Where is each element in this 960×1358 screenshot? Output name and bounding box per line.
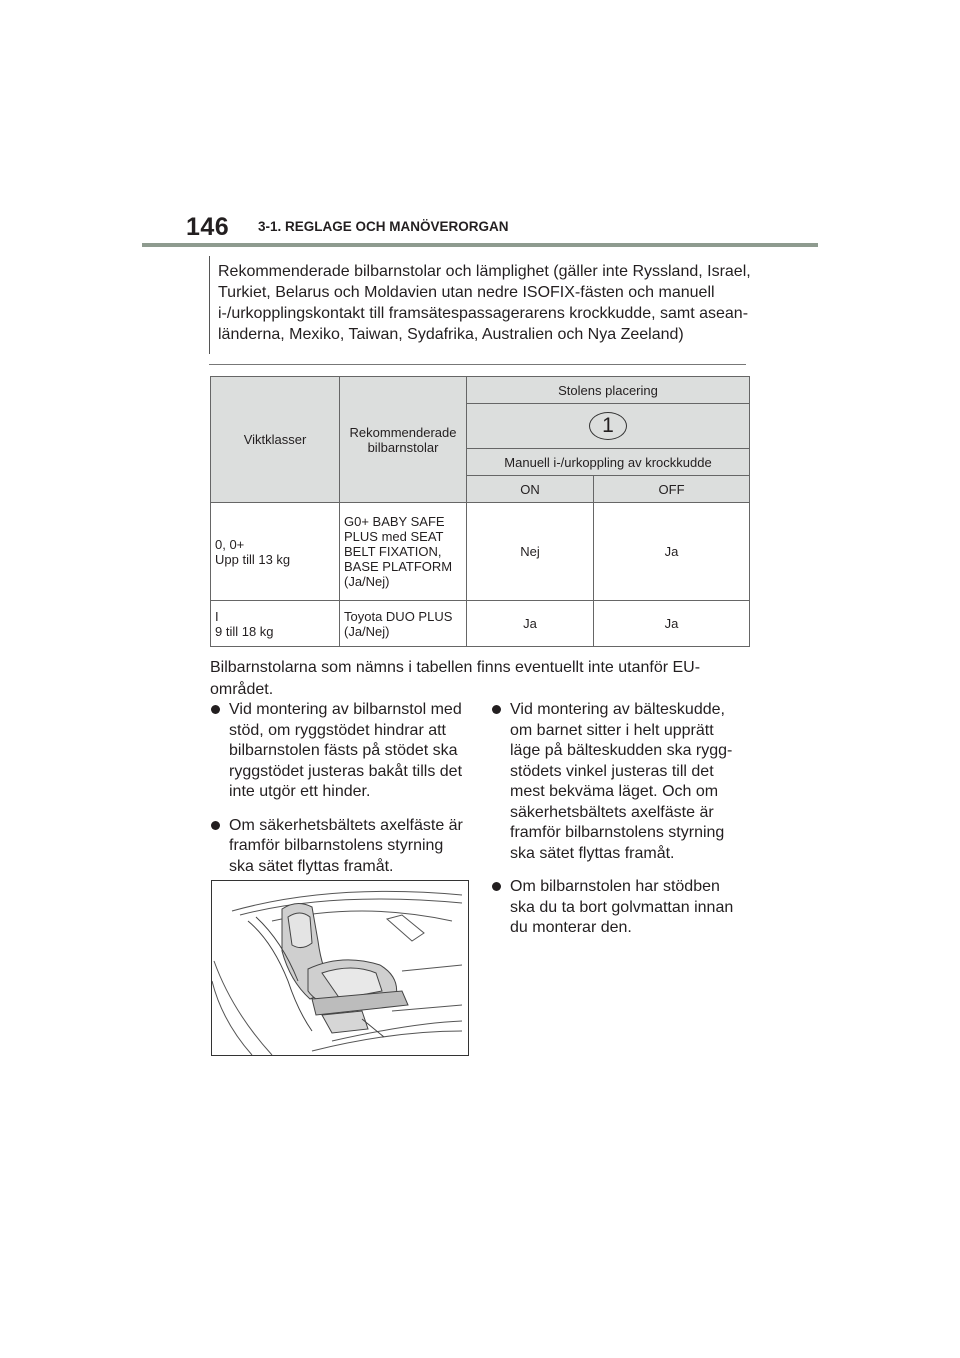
left-column (211, 700, 466, 890)
seat-name-cell: Toyota DUO PLUS (Ja/Nej) (340, 601, 467, 647)
bullet-icon (211, 705, 220, 714)
bullet-icon (492, 705, 501, 714)
right-column (492, 700, 744, 952)
header-rule (142, 243, 818, 247)
heading-divider (209, 364, 746, 365)
position-1-circle-icon: 1 (589, 412, 627, 440)
bullet-icon (492, 882, 501, 891)
weight-range: 9 till 18 kg (215, 623, 274, 639)
weight-class: I (215, 608, 219, 624)
child-seat-illustration (211, 880, 469, 1056)
weight-class-cell (211, 503, 340, 601)
list-item (492, 700, 744, 864)
availability-note: Bilbarnstolarna som nämns i tabellen finns eventuellt inte utanför EU-området. (210, 659, 701, 698)
seat-name-cell: G0+ BABY SAFE PLUS med SEAT BELT FIXATION, BASE PLATFORM (Ja/Nej) (340, 503, 467, 601)
list-item-text: Vid montering av bälteskudde, om barnet sitter i helt upprätt läge på bälteskudden ska rygg-stödets vinkel justeras till det mest bekväma läget. Och om säkerhetsbältets axelfäste är framför bilbarnstolens styrning ska sätet flyttas framåt. (510, 701, 733, 862)
table-heading: Rekommenderade bilbarnstolar och lämplighet (gäller inte Ryssland, Israel, Turkiet, Belarus och Moldavien utan nedre ISOFIX-fästen och manuell i-/urkopplingskontakt till framsätespassagerarens krockkudde, samt asean-länderna, Mexiko, Taiwan, Sydafrika, Australien och Nya Zeeland) (209, 256, 754, 354)
child-seat-in-car-icon (212, 881, 468, 1055)
weight-range: Upp till 13 kg (215, 551, 291, 567)
header-airbag-switch: Manuell i-/urkoppling av krockkudde (467, 449, 750, 476)
list-item-text: Vid montering av bilbarnstol med stöd, om ryggstödet hindrar att bilbarnstolen fästs på stödet ska ryggstödet justeras bakåt tills det inte utgör ett hinder. (229, 701, 463, 800)
list-item (211, 816, 466, 878)
header-off: OFF (594, 476, 750, 503)
page-number: 146 (186, 213, 230, 241)
list-item-text: Om bilbarnstolen har stödben ska du ta bort golvmattan innan du monterar den. (510, 878, 734, 936)
header-recommended-seats: Rekommenderade bilbarnstolar (340, 377, 467, 503)
table-row (211, 601, 750, 647)
header-position-number (467, 404, 750, 449)
child-seat-table (210, 376, 750, 647)
table-row (211, 503, 750, 601)
off-value-cell: Ja (594, 601, 750, 647)
header-seat-position: Stolens placering (467, 377, 750, 404)
off-value-cell: Ja (594, 503, 750, 601)
on-value-cell: Ja (467, 601, 594, 647)
list-item (211, 700, 466, 803)
weight-class-cell (211, 601, 340, 647)
bullet-icon (211, 821, 220, 830)
list-item (492, 877, 744, 939)
list-item-text: Om säkerhetsbältets axelfäste är framför bilbarnstolens styrning ska sätet flyttas framåt. (229, 816, 463, 875)
header-on: ON (467, 476, 594, 503)
weight-class: 0, 0+ (215, 536, 245, 552)
on-value-cell: Nej (467, 503, 594, 601)
section-title: 3-1. REGLAGE OCH MANÖVERORGAN (258, 219, 509, 234)
header-weight-class: Viktklasser (211, 377, 340, 503)
